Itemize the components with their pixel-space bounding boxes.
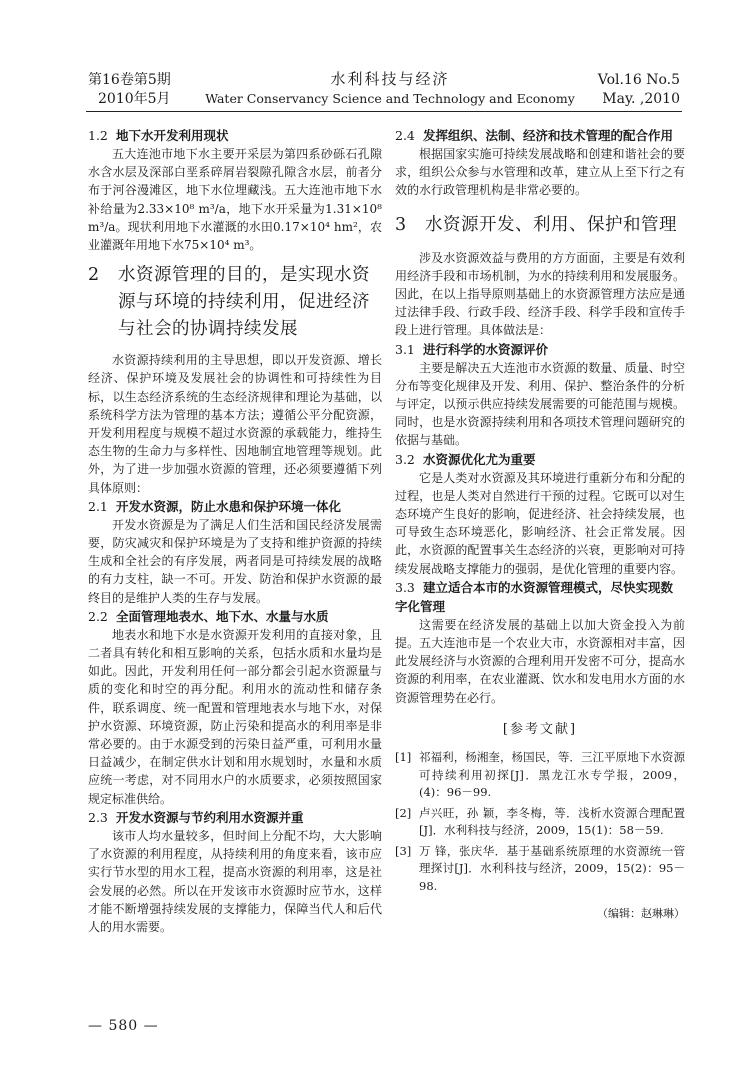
header-rule (86, 111, 682, 112)
section-heading-2-4: 2.4 发挥组织、法制、经济和技术管理的配合作用 (395, 128, 674, 143)
paragraph-2: 水资源持续利用的主导思想，即以开发资源、增长经济、保护环境及发展社会的协调性和可持续性为目标，以生态经济系统的生态经济规律和理论为基础，以系统科学方法为管理的基本方法；遵循公平分配资源，开发利用程度与规模不超过水资源的承载能力，维持生态生物的生命力与多样性、因地制宜地管理等规划。此外，为了进一步加强水资源的管理，还必须要遵循下列具体原则： (88, 353, 382, 495)
section-heading-3-2: 3.2 水资源优化尤为重要 (395, 451, 536, 467)
header-volume-cn: 第16卷第5期 (88, 72, 171, 88)
section-heading-1-2: 1.2 地下水开发利用现状 (88, 128, 229, 143)
section-heading-3: 3 水资源开发、利用、保护和管理 (395, 214, 677, 235)
paragraph-3-3: 这需要在经济发展的基础上以加大资金投入为前提。五大连池市是一个农业大市，水资源相对丰富，因此发展经济与水资源的合理利用开发密不可分，提高水资源的利用率，在农业灌溉、饮水和发电用水方面的水资源管理势在必行。 (395, 617, 685, 705)
paragraph-2-1: 开发水资源是为了满足人们生活和国民经济发展需要，防灾减灾和保护环境是为了支持和维护资源的持续生成和全社会的有序发展，两者同是可持续发展的战略的有力支柱，缺一不可。开发、防治和保护水资源的最终目的是维护人类的生存与发展。 (88, 517, 382, 605)
paragraph-2-3: 该市人均水量较多，但时间上分配不均，大大影响了水资源的利用程度，从持续利用的角度来看，该市应实行节水型的用水工程，提高水资源的利用率，这是社会发展的必然。所以在开发该市水资源时应节水，这样才能不断增强持续发展的支撑能力，保障当代人和后代人的用水需要。 (88, 828, 382, 934)
left-column (88, 126, 382, 936)
paragraph-3-1: 主要是解决五大连池市水资源的数量、质量、时空分布等变化规律及开发、利用、保护、整治条件的分析与评定，以预示供应持续发展需要的可能范围与规模。同时，也是水资源持续利用和各项技术管理问题研究的依据与基础。 (395, 360, 685, 448)
paragraph-2-2: 地表水和地下水是水资源开发利用的直接对象，且二者具有转化和相互影响的关系，包括水质和水量均是如此。因此，开发利用任何一部分都会引起水资源量与质的变化和时空的再分配。利用水的流动性和储存条件，联系调度、统一配置和管理地表水与地下水，对保护水资源、环境资源，防止污染和提高水的利用率是非常必要的。由于水源受到的污染日益严重，可利用水量日益减少，在制定供水计划和用水规划时，水量和水质应统一考虑，对不同用水户的水质要求，必须按照国家规定标准供给。 (88, 627, 382, 806)
section-heading-2-3: 2.3 开发水资源与节约利用水资源并重 (88, 809, 304, 825)
section-heading-2-1: 2.1 开发水资源，防止水患和保护环境一体化 (88, 498, 342, 514)
right-column (395, 126, 685, 923)
reference-item: [1] 祁福利，杨湘奎，杨国民，等．三江平原地下水资源可持续利用初探[J]．黑龙江水专学报，2009，(4)：96－99. (395, 750, 685, 800)
section-heading-3-3: 3.3 建立适合本市的水资源管理模式，尽快实现数字化管理 (395, 579, 674, 614)
section-heading-2-2: 2.2 全面管理地表水、地下水、水量与水质 (88, 608, 329, 624)
header-volume-en: Vol.16 No.5 (597, 72, 680, 88)
section-heading-2: 2 水资源管理的目的，是实现水资源与环境的持续利用，促进经济与社会的协调持续发展 (88, 265, 370, 340)
paragraph-3-2: 它是人类对水资源及其环境进行重新分布和分配的过程，也是人类对自然进行干预的过程。它既可以对生态环境产生良好的影响，促进经济、社会持续发展，也可导致生态环境恶化，影响经济、社会正常发展。因此，水资源的配置事关生态经济的兴衰，更影响对可持续发展战略支撑能力的强弱，是优化管理的重要内容。 (395, 470, 685, 576)
header-journal-cn: 水利科技与经济 (330, 70, 450, 88)
editor-note: （编辑：赵琳琳） (597, 907, 685, 921)
references-title: [参考文献] (502, 721, 578, 737)
section-heading-3-1: 3.1 进行科学的水资源评价 (395, 341, 549, 357)
paragraph-3: 涉及水资源效益与费用的方方面面，主要是有效利用经济手段和市场机制，为水的持续利用和发展服务。因此，在以上指导原则基础上的水资源管理方法应是通过法律手段、行政手段、经济手段、科学手段和宣传手段上进行管理。具体做法是： (395, 250, 685, 338)
paragraph-2-4: 根据国家实施可持续发展战略和创建和谐社会的要求，组织公众参与水管理和改革，建立从上至下行之有效的水行政管理机构是非常必要的。 (395, 147, 685, 198)
reference-item: [3] 万 锋，张庆华．基于基础系统原理的水资源统一管理探讨[J]．水利科技与经济，2009，15(2)：95－98. (395, 843, 685, 893)
page-number: — 580 — (88, 1018, 159, 1034)
reference-item: [2] 卢兴旺，孙 颖，李冬梅，等．浅析水资源合理配置[J]．水利科技与经济，2009，15(1)：58－59. (395, 805, 685, 838)
paragraph-1-2: 五大连池市地下水主要开采层为第四系砂砾石孔隙水含水层及深部白垩系碎屑岩裂隙孔隙含水层，前者分布于河谷漫滩区，地下水位埋藏浅。五大连池市地下水补给量为2.33×10⁸ m³/a，地下水开采量为1.31×10⁸ m³/a。现状利用地下水灌溉的水田0.17×10⁴ hm²，农业灌溉年用地下水75×10⁴ m³。 (88, 147, 382, 253)
header-date-en: May. ,2010 (602, 91, 680, 107)
header-date-cn: 2010年5月 (98, 91, 171, 107)
header-journal-en: Water Conservancy Science and Technology and Economy (205, 91, 575, 106)
